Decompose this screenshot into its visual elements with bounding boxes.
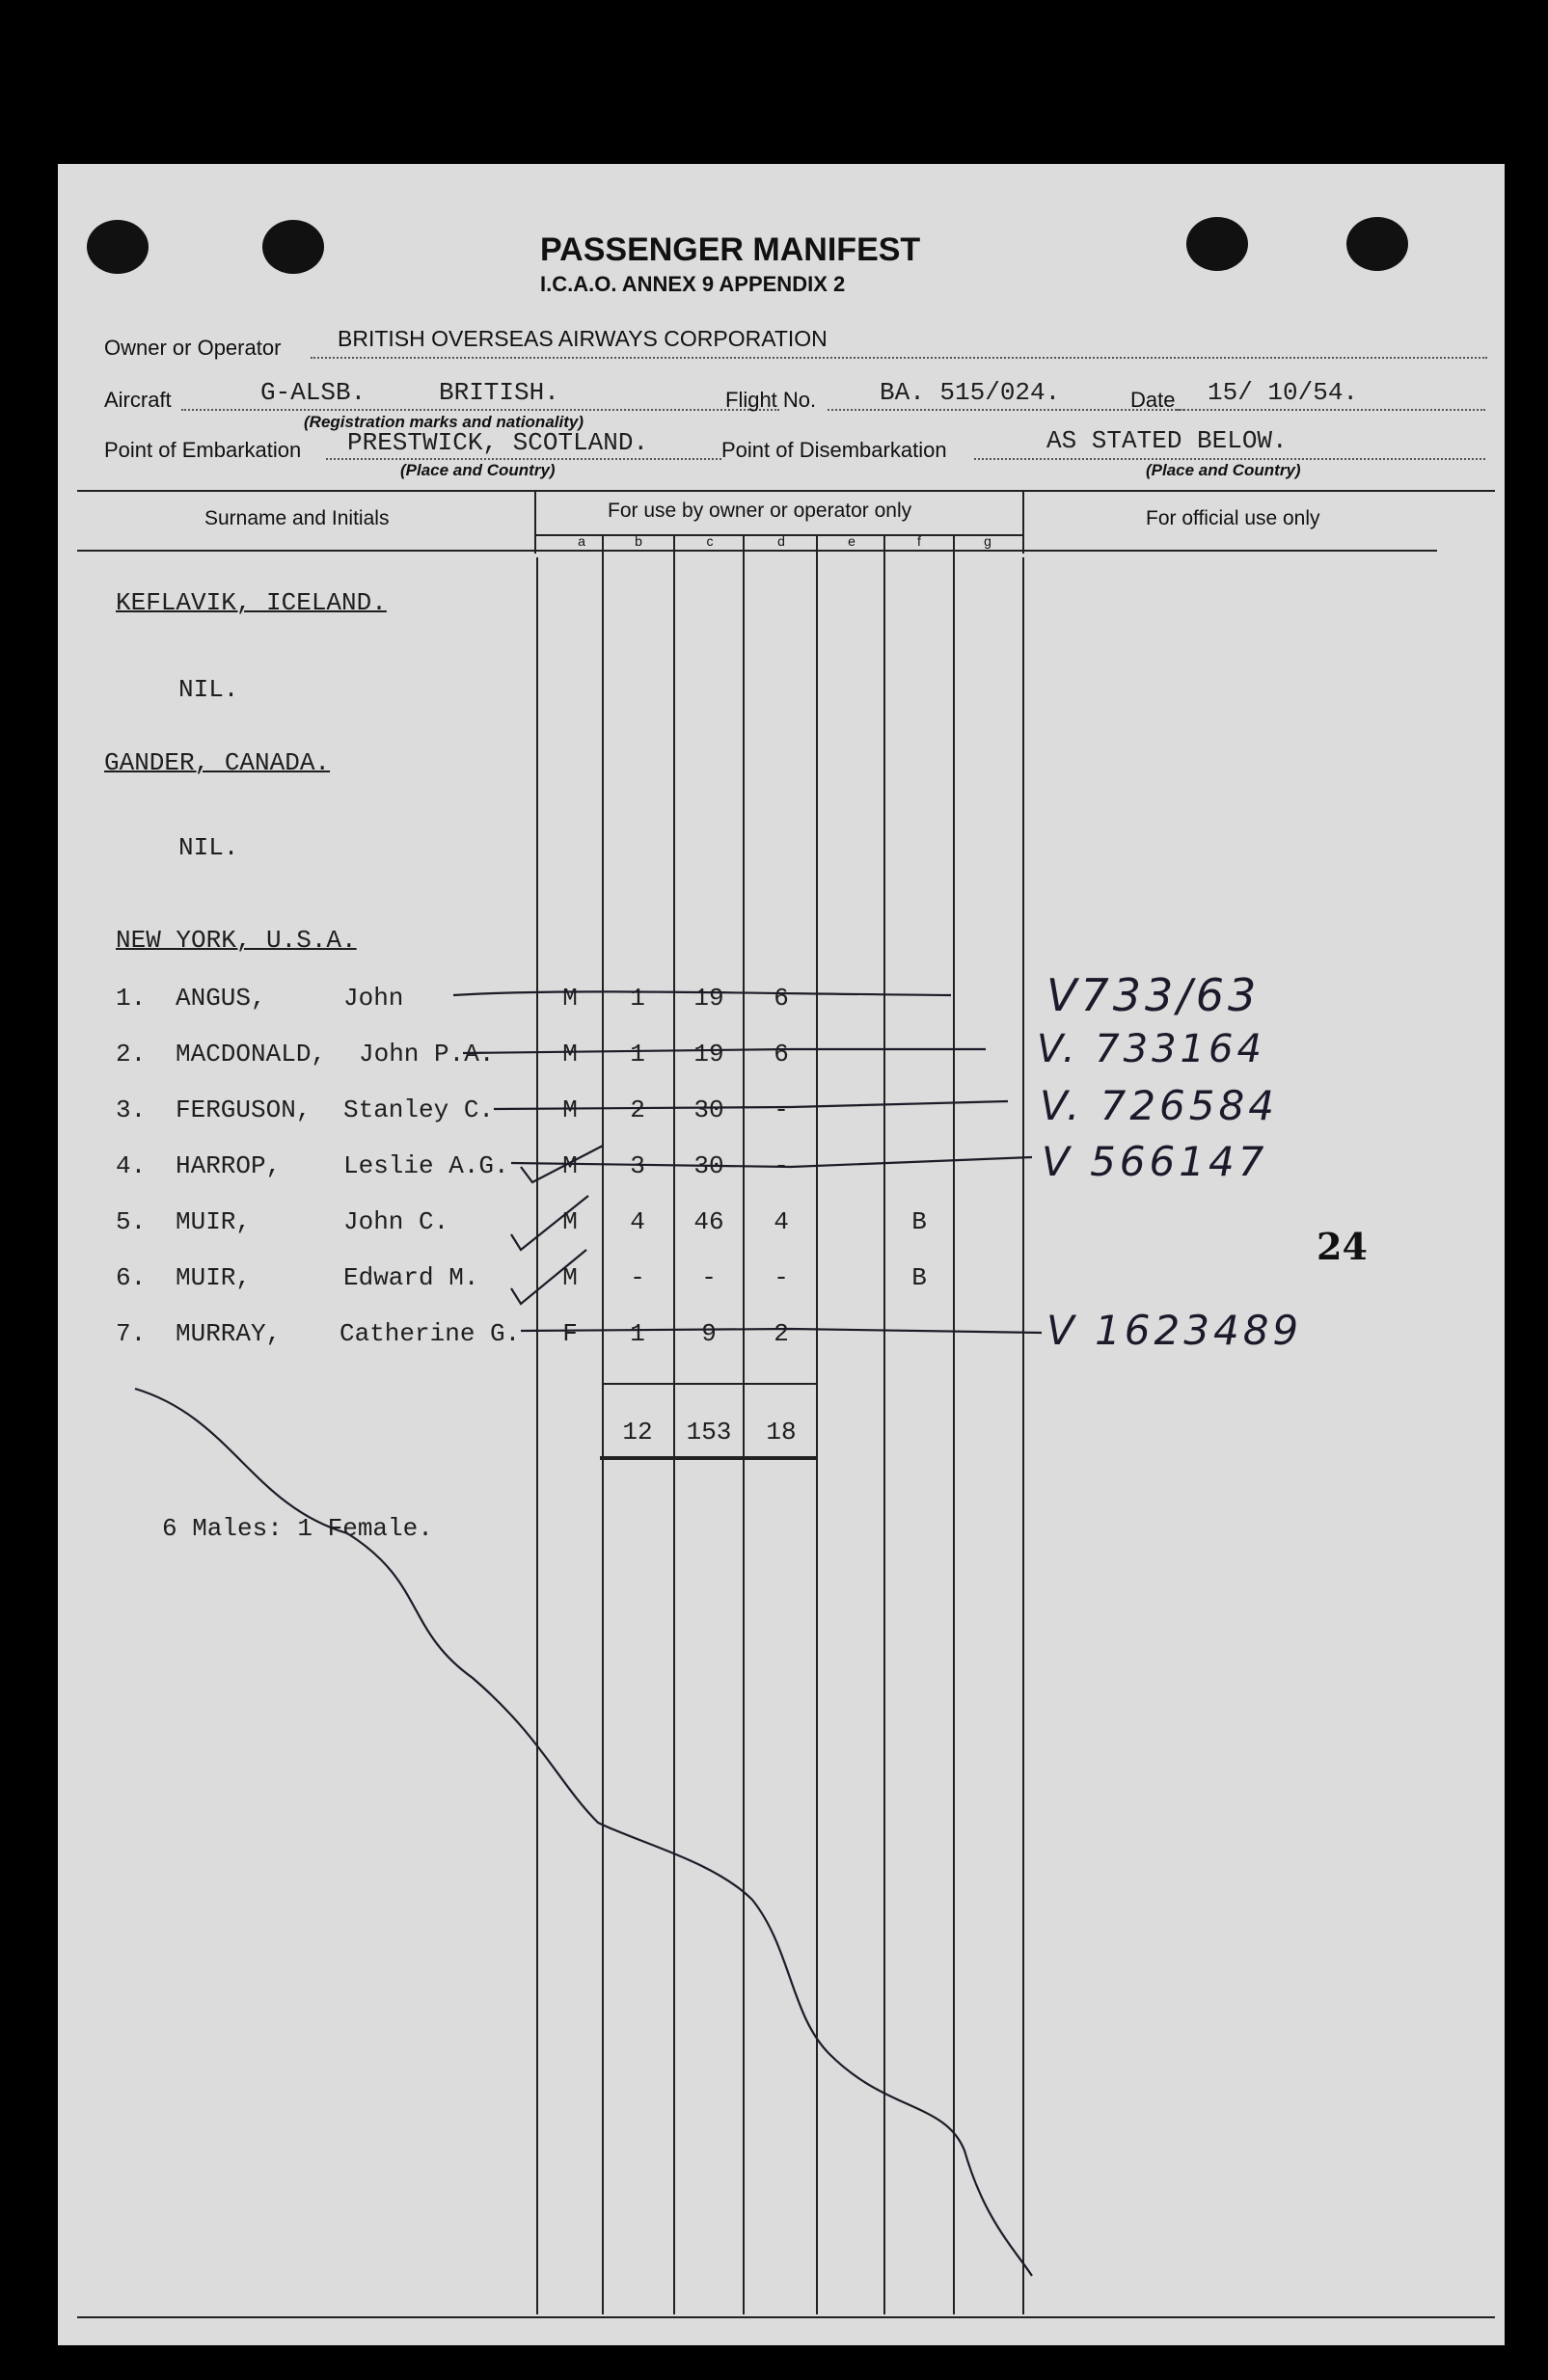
disembarkation-label: Point of Disembarkation: [721, 438, 947, 462]
passenger-col-d: -: [774, 1263, 789, 1292]
page-number: 24: [1317, 1225, 1368, 1268]
tick-mark-row-5: [511, 1196, 588, 1250]
disembarkation-note: (Place and Country): [1146, 461, 1301, 479]
handwritten-official-number: V. 733164: [1037, 1027, 1265, 1071]
strike-row-4: [511, 1157, 1032, 1167]
passenger-sex: M: [562, 1151, 578, 1180]
passenger-col-f: B: [911, 1207, 927, 1236]
tick-mark-row-6: [511, 1250, 586, 1304]
embarkation-label: Point of Embarkation: [104, 438, 302, 462]
passenger-col-b: -: [630, 1263, 645, 1292]
passenger-surname: MACDONALD,: [176, 1040, 327, 1068]
passenger-col-d: -: [774, 1095, 789, 1124]
strike-row-3: [494, 1101, 1008, 1109]
passenger-col-d: 2: [774, 1319, 789, 1348]
passenger-col-d: -: [774, 1151, 789, 1180]
passenger-sex: F: [562, 1319, 578, 1348]
keflavik-nil: NIL.: [178, 675, 239, 704]
passenger-number: 2.: [116, 1040, 147, 1068]
passenger-col-b: 4: [630, 1207, 645, 1236]
passenger-number: 6.: [116, 1263, 147, 1292]
flight-number: BA. 515/024.: [880, 378, 1061, 407]
passenger-number: 5.: [116, 1207, 147, 1236]
handwritten-official-number: V733/63: [1046, 969, 1261, 1021]
col-e-header: e: [848, 533, 855, 549]
registration-note: (Registration marks and nationality): [304, 413, 584, 431]
passenger-col-b: 1: [630, 1319, 645, 1348]
passenger-surname: MUIR,: [176, 1263, 252, 1292]
embarkation-value: PRESTWICK, SCOTLAND.: [347, 428, 649, 457]
col-c-header: c: [706, 533, 714, 549]
passenger-col-b: 3: [630, 1151, 645, 1180]
pen-marks: [58, 164, 1505, 2345]
passenger-col-c: 9: [701, 1319, 717, 1348]
passenger-col-b: 1: [630, 984, 645, 1013]
handwritten-official-number: V 566147: [1042, 1138, 1268, 1185]
passenger-given-names: John P.A.: [359, 1040, 495, 1068]
passenger-given-names: Stanley C.: [343, 1095, 495, 1124]
passenger-col-d: 4: [774, 1207, 789, 1236]
date-label: Date: [1130, 388, 1176, 412]
passenger-col-d: 6: [774, 984, 789, 1013]
owner-use-header: For use by owner or operator only: [608, 500, 912, 522]
form-subtitle: I.C.A.O. ANNEX 9 APPENDIX 2: [540, 272, 846, 296]
passenger-given-names: John C.: [343, 1207, 449, 1236]
total-col-b: 12: [622, 1418, 653, 1447]
surname-header: Surname and Initials: [204, 507, 390, 529]
total-col-d: 18: [766, 1418, 797, 1447]
disembarkation-value: AS STATED BELOW.: [1046, 426, 1288, 455]
passenger-col-b: 2: [630, 1095, 645, 1124]
passenger-col-d: 6: [774, 1040, 789, 1068]
passenger-sex: M: [562, 1263, 578, 1292]
strike-row-1: [453, 991, 951, 995]
passenger-col-c: 19: [693, 984, 724, 1013]
flight-label: Flight No.: [725, 388, 817, 412]
passenger-number: 3.: [116, 1095, 147, 1124]
passenger-surname: ANGUS,: [176, 984, 266, 1013]
gander-nil: NIL.: [178, 833, 239, 862]
col-d-header: d: [777, 533, 785, 549]
strike-row-7: [521, 1329, 1042, 1333]
passenger-given-names: Edward M.: [343, 1263, 479, 1292]
passenger-col-f: B: [911, 1263, 927, 1292]
passenger-sex: M: [562, 1095, 578, 1124]
passenger-given-names: John: [343, 984, 404, 1013]
col-g-header: g: [984, 533, 991, 549]
passenger-col-c: 19: [693, 1040, 724, 1068]
passenger-surname: MUIR,: [176, 1207, 252, 1236]
passenger-sex: M: [562, 1207, 578, 1236]
passenger-given-names: Leslie A.G.: [343, 1151, 509, 1180]
passenger-col-c: 46: [693, 1207, 724, 1236]
passenger-number: 4.: [116, 1151, 147, 1180]
col-f-header: f: [917, 533, 921, 549]
passenger-surname: FERGUSON,: [176, 1095, 312, 1124]
manifest-sheet: [58, 164, 1505, 2345]
passenger-col-c: -: [701, 1263, 717, 1292]
diagonal-cancel-line: [135, 1389, 1032, 2276]
embarkation-note: (Place and Country): [400, 461, 556, 479]
section-keflavik: KEFLAVIK, ICELAND.: [116, 588, 387, 617]
section-gander: GANDER, CANADA.: [104, 748, 331, 777]
passenger-col-c: 30: [693, 1151, 724, 1180]
handwritten-official-number: V 1623489: [1046, 1307, 1303, 1354]
passenger-given-names: Catherine G.: [339, 1319, 521, 1348]
bottom-rule: [77, 2316, 1495, 2318]
form-title: PASSENGER MANIFEST: [540, 231, 921, 268]
aircraft-nationality: BRITISH.: [439, 378, 559, 407]
strike-row-2: [463, 1049, 986, 1053]
owner-label: Owner or Operator: [104, 336, 282, 360]
aircraft-label: Aircraft: [104, 388, 172, 412]
col-b-header: b: [635, 533, 642, 549]
passenger-summary: 6 Males: 1 Female.: [162, 1514, 433, 1543]
passenger-surname: HARROP,: [176, 1151, 282, 1180]
passenger-surname: MURRAY,: [176, 1319, 282, 1348]
passenger-number: 1.: [116, 984, 147, 1013]
passenger-number: 7.: [116, 1319, 147, 1348]
passenger-col-c: 30: [693, 1095, 724, 1124]
total-col-c: 153: [686, 1418, 732, 1447]
date-value: 15/ 10/54.: [1208, 378, 1359, 407]
aircraft-registration: G-ALSB.: [260, 378, 367, 407]
handwritten-official-number: V. 726584: [1040, 1082, 1278, 1129]
col-a-header: a: [578, 533, 585, 549]
official-use-header: For official use only: [1146, 507, 1320, 529]
passenger-sex: M: [562, 984, 578, 1013]
section-newyork: NEW YORK, U.S.A.: [116, 926, 357, 955]
owner-value: BRITISH OVERSEAS AIRWAYS CORPORATION: [338, 326, 828, 351]
passenger-sex: M: [562, 1040, 578, 1068]
passenger-col-b: 1: [630, 1040, 645, 1068]
